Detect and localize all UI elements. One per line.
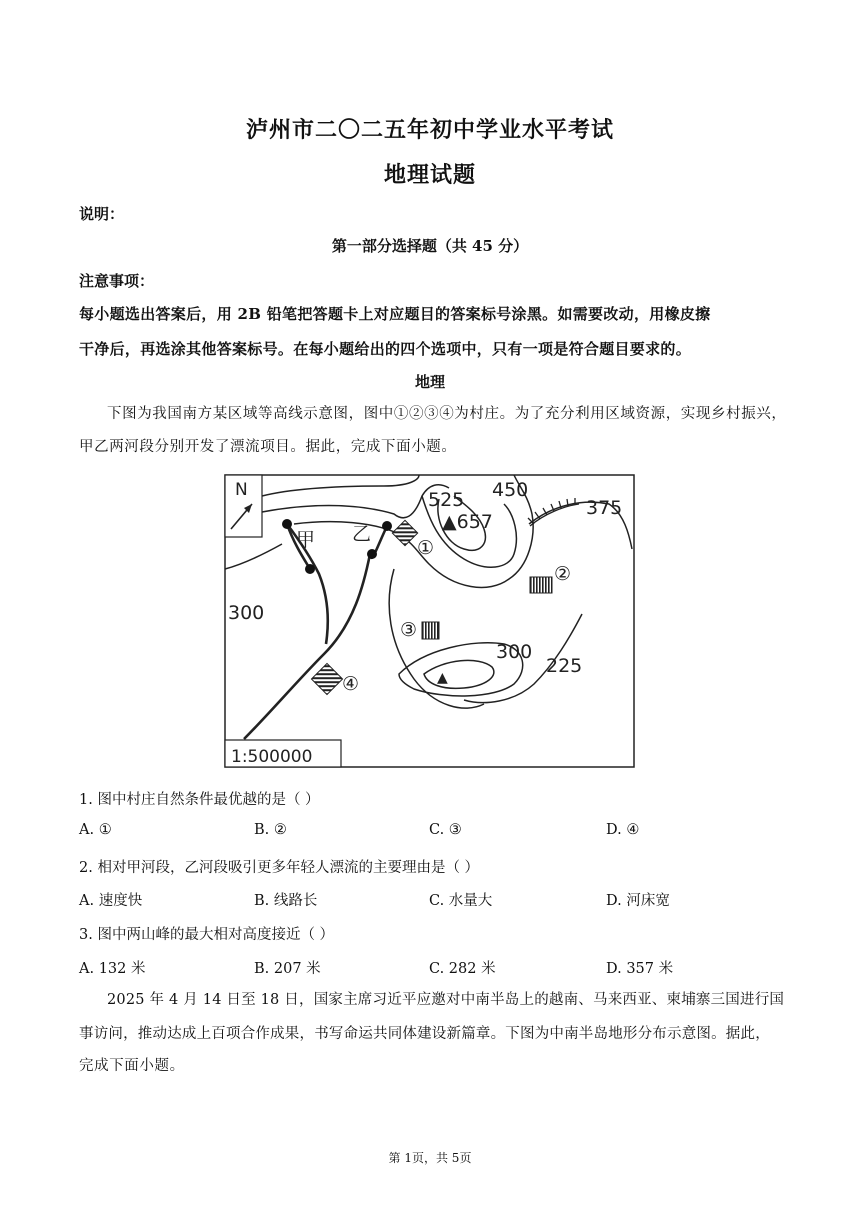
river-node (305, 564, 315, 574)
exam-title: 泸州市二〇二五年初中学业水平考试 (245, 117, 614, 143)
river-label-yi: 乙 (352, 523, 372, 545)
contour-label: 525 (428, 489, 465, 511)
river-node (367, 549, 377, 559)
question-1-option-d: D. ④ (606, 822, 640, 838)
village-4-label: ④ (342, 673, 360, 695)
village-3-label: ③ (400, 619, 418, 641)
scale-label: 1:500000 (231, 747, 313, 767)
question-3-stem: 3. 图中两山峰的最大相对高度接近（ ） (79, 927, 335, 943)
attention-label: 注意事项： (79, 272, 155, 290)
contour-label: 300 (228, 602, 265, 624)
intro2-line-1: 2025 年 4 月 14 日至 18 日，国家主席习近平应邀对中南半岛上的越南、马来西亚、柬埔寨三国进行国 (107, 992, 785, 1008)
question-3-option-a: A. 132 米 (79, 961, 146, 977)
contour-label: 375 (586, 497, 623, 519)
north-label: N (235, 480, 248, 500)
village-2-marker (530, 577, 552, 593)
question-3-option-b: B. 207 米 (254, 961, 321, 977)
village-1-label: ① (417, 537, 435, 559)
question-2-stem: 2. 相对甲河段，乙河段吸引更多年轻人漂流的主要理由是（ ） (79, 860, 480, 876)
contour-label: 300 (496, 641, 533, 663)
page-number: 第 1页，共 5页 (388, 1151, 472, 1165)
river-label-jia: 甲 (296, 529, 316, 551)
subject-title: 地理试题 (383, 162, 476, 188)
notes-label: 说明： (79, 205, 125, 223)
question-3-option-c: C. 282 米 (429, 961, 496, 977)
question-1-option-c: C. ③ (429, 822, 462, 838)
question-2-option-b: B. 线路长 (254, 893, 318, 909)
peak-label: ▲657 (442, 511, 493, 533)
intro1-line-1: 下图为我国南方某区域等高线示意图，图中①②③④为村庄。为了充分利用区域资源，实现乡村振兴， (107, 406, 787, 422)
contour-label: 225 (546, 655, 583, 677)
contour-label: 450 (492, 479, 529, 501)
question-1-option-a: A. ① (79, 822, 112, 838)
question-2-option-a: A. 速度快 (79, 893, 143, 909)
question-2-option-c: C. 水量大 (429, 893, 493, 909)
intro1-line-2: 甲乙两河段分别开发了漂流项目。据此，完成下面小题。 (79, 439, 457, 455)
village-2-label: ② (554, 563, 572, 585)
question-2-option-d: D. 河床宽 (606, 893, 670, 909)
intro2-line-3: 完成下面小题。 (79, 1058, 185, 1074)
river-node (382, 521, 392, 531)
question-1-stem: 1. 图中村庄自然条件最优越的是（ ） (79, 792, 320, 808)
part-title: 第一部分选择题（共 45 分） (331, 237, 529, 255)
river-node (282, 519, 292, 529)
peak-marker: ▲ (437, 670, 448, 686)
attention-line-2: 干净后，再选涂其他答案标号。在每小题给出的四个选项中，只有一项是符合题目要求的。 (79, 340, 692, 358)
question-1-option-b: B. ② (254, 822, 287, 838)
village-3-marker (422, 622, 439, 639)
attention-line-1: 每小题选出答案后，用 2B 铅笔把答题卡上对应题目的答案标号涂黑。如需要改动，用橡皮擦 (79, 305, 711, 323)
contour-map (224, 474, 635, 768)
section-title: 地理 (414, 373, 445, 391)
question-3-option-d: D. 357 米 (606, 961, 674, 977)
intro2-line-2: 事访问，推动达成上百项合作成果，书写命运共同体建设新篇章。下图为中南半岛地形分布示意图。据此， (79, 1026, 770, 1042)
